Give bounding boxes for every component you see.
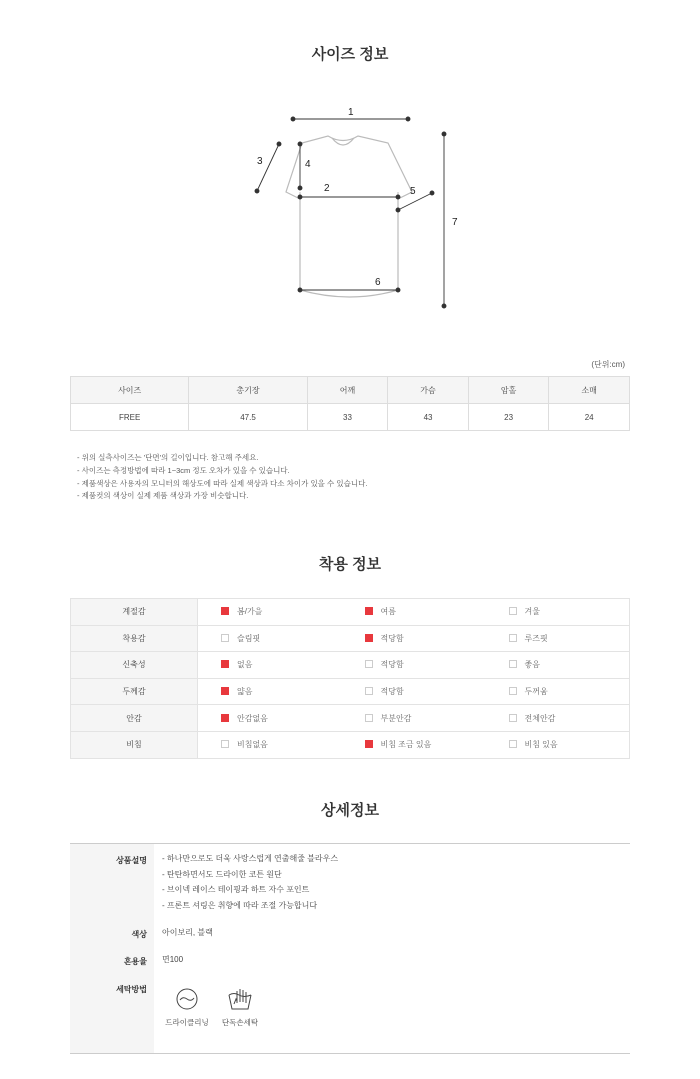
note-line: - 제품색상은 사용자의 모니터의 해상도에 따라 실제 색상과 다소 차이가 있을 수 있습니다.: [77, 478, 368, 488]
fit-option-label: 여름: [380, 607, 396, 617]
size-cell: 24: [549, 404, 630, 431]
fit-option: [486, 705, 630, 732]
description-lines: [162, 851, 338, 913]
fit-option: [486, 625, 630, 652]
fit-option-label: 비침없음: [237, 740, 268, 750]
fit-option: [342, 705, 486, 732]
fit-row-label: 착용감: [71, 625, 198, 652]
fit-row-label: 비침: [71, 731, 198, 758]
dim-label-4: 4: [305, 159, 311, 170]
fit-option: [198, 731, 342, 758]
fit-option: [198, 599, 342, 626]
color-value: 아이보리, 블랙: [162, 928, 213, 937]
fit-row-label: 신축성: [71, 652, 198, 679]
unchecked-box-icon: [509, 607, 517, 615]
fit-option-label: 루즈핏: [524, 633, 548, 643]
fit-row: [71, 705, 630, 732]
fit-row: [71, 599, 630, 626]
dry-cleaning-icon: [175, 987, 199, 1011]
detail-label-column: [70, 844, 154, 1053]
checked-box-icon: [365, 740, 373, 748]
unchecked-box-icon: [221, 740, 229, 748]
size-cell: 43: [388, 404, 469, 431]
wash-method-label: 드라이클리닝: [165, 1018, 209, 1027]
fit-option: [486, 652, 630, 679]
dim-label-3: 3: [257, 156, 263, 167]
hand-wash-icon: [227, 987, 253, 1011]
unchecked-box-icon: [509, 714, 517, 722]
dim-label-7: 7: [452, 217, 458, 228]
unchecked-box-icon: [365, 660, 373, 668]
size-cell: 47.5: [189, 404, 307, 431]
unchecked-box-icon: [509, 660, 517, 668]
fit-option: [486, 599, 630, 626]
fit-option-label: 두꺼움: [524, 687, 548, 697]
fit-option: [342, 678, 486, 705]
wash-label: 세탁방법: [116, 985, 147, 994]
fit-option-label: 얇음: [237, 687, 253, 697]
detail-table: [70, 843, 630, 1054]
fit-option: [342, 731, 486, 758]
unchecked-box-icon: [365, 714, 373, 722]
fit-option-label: 겨울: [524, 607, 540, 617]
checked-box-icon: [221, 714, 229, 722]
note-line: - 제품컷의 색상이 실제 제품 색상과 가장 비슷합니다.: [77, 491, 249, 501]
wash-method-dry-cleaning: [162, 987, 212, 1028]
size-header-cell: 어깨: [307, 377, 388, 404]
note-line: - 위의 실측사이즈는 '단면'의 길이입니다. 참고해 주세요.: [77, 453, 259, 462]
fit-option: [486, 731, 630, 758]
fit-option-label: 없음: [237, 660, 253, 670]
tshirt-size-diagram: [240, 100, 480, 315]
checked-box-icon: [365, 634, 373, 642]
fit-option-label: 비침 있음: [524, 740, 558, 750]
size-header-cell: 암홀: [468, 377, 549, 404]
size-cell: 33: [307, 404, 388, 431]
fit-option: [342, 625, 486, 652]
detail-info-title: 상세정보: [321, 802, 379, 819]
size-header-cell: 사이즈: [71, 377, 189, 404]
fit-option-label: 비침 조금 있음: [380, 740, 432, 750]
checked-box-icon: [221, 660, 229, 668]
size-table: [70, 376, 630, 431]
unit-label: (단위:cm): [591, 360, 625, 369]
size-cell: FREE: [71, 404, 189, 431]
wash-method-label: 단독손세탁: [221, 1018, 259, 1027]
fit-row: [71, 731, 630, 758]
unchecked-box-icon: [221, 634, 229, 642]
fit-option: [198, 678, 342, 705]
size-cell: 23: [468, 404, 549, 431]
checked-box-icon: [221, 607, 229, 615]
material-value: 면100: [162, 955, 184, 964]
description-line: - 브이넥 레이스 테이핑과 하트 자수 포인트: [162, 885, 310, 894]
fit-option-label: 슬림핏: [237, 633, 261, 643]
fit-row-label: 안감: [71, 705, 198, 732]
description-line: - 탄탄하면서도 드라이한 코튼 원단: [162, 869, 282, 879]
dim-label-6: 6: [375, 277, 381, 288]
fit-option-label: 좋음: [524, 660, 540, 670]
size-info-title: 사이즈 정보: [311, 46, 389, 63]
fit-info-title: 착용 정보: [318, 556, 382, 573]
fit-option: [198, 652, 342, 679]
fit-row: [71, 625, 630, 652]
fit-option-label: 적당함: [380, 633, 404, 643]
description-line: - 프론트 셔링은 취향에 따라 조절 가능합니다: [162, 900, 318, 910]
checked-box-icon: [365, 607, 373, 615]
fit-row: [71, 652, 630, 679]
fit-row: [71, 678, 630, 705]
fit-option-label: 봄/가을: [237, 607, 263, 617]
dim-label-5: 5: [410, 186, 416, 197]
fit-option: [342, 599, 486, 626]
fit-option-label: 안감없음: [237, 713, 268, 723]
unchecked-box-icon: [365, 687, 373, 695]
fit-option: [198, 625, 342, 652]
fit-option-label: 적당함: [380, 687, 404, 697]
table-row: [71, 404, 630, 431]
unchecked-box-icon: [509, 634, 517, 642]
fit-row-label: 계절감: [71, 599, 198, 626]
unchecked-box-icon: [509, 740, 517, 748]
fit-row-label: 두께감: [71, 678, 198, 705]
fit-option-label: 전체안감: [524, 713, 556, 723]
wash-method-hand-wash: [218, 987, 262, 1028]
size-table-header: [71, 377, 630, 404]
dim-label-1: 1: [348, 107, 354, 118]
description-line: - 하나만으로도 더욱 사랑스럽게 연출해줄 블라우스: [162, 854, 339, 863]
fit-option-label: 부분안감: [380, 713, 412, 723]
fit-option: [342, 652, 486, 679]
unchecked-box-icon: [509, 687, 517, 695]
size-header-cell: 가슴: [388, 377, 469, 404]
size-header-cell: 소매: [549, 377, 630, 404]
fit-table: [70, 598, 630, 759]
fit-option: [198, 705, 342, 732]
fit-option: [486, 678, 630, 705]
fit-option-label: 적당함: [380, 660, 404, 670]
size-notes: [77, 452, 367, 503]
size-header-cell: 총기장: [189, 377, 307, 404]
material-label: 혼용율: [123, 957, 147, 966]
checked-box-icon: [221, 687, 229, 695]
description-label: 상품설명: [116, 856, 147, 865]
note-line: - 사이즈는 측정방법에 따라 1~3cm 정도 오차가 있을 수 있습니다.: [77, 465, 290, 475]
dim-label-2: 2: [324, 183, 330, 194]
color-label: 색상: [131, 930, 147, 939]
